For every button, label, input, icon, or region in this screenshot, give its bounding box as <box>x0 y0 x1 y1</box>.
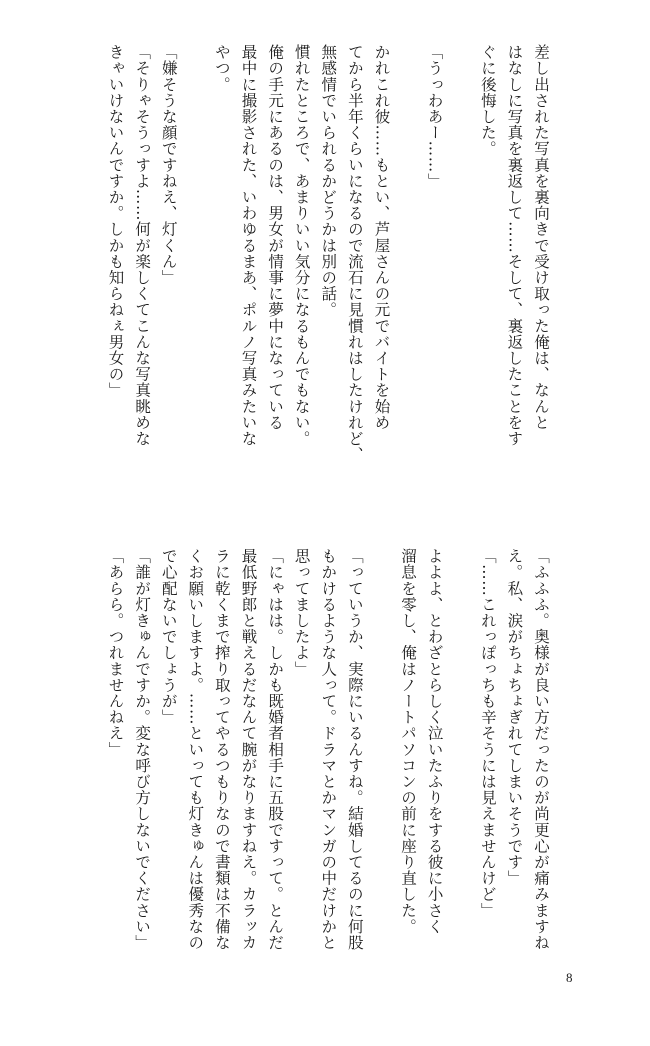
dialogue-line: 最低野郎と戦えるだなんて腕がなりますねえ。カラッカ <box>239 548 258 951</box>
dialogue-line: 「うっわあー……」 <box>425 44 444 189</box>
blank-line <box>368 548 395 968</box>
dialogue-line: ラに乾くまで搾り取ってやるつもりなので書類は不備な <box>212 548 231 951</box>
dialogue-line: 「ふふふ。奥様が良い方だったのが尚更心が痛みますね <box>532 548 550 951</box>
dialogue-line: 思ってましたよ」 <box>292 548 311 677</box>
dialogue-line: 「にゃはは。しかも既婚者相手に五股ですって。とんだ <box>266 548 285 951</box>
text-line: よよよ、とわざとらしく泣いたふりをする彼に小さく <box>425 548 444 935</box>
text-line: 俺の手元にあるのは、男女が情事に夢中になっている <box>266 44 285 431</box>
text-line: てから半年くらいになるので流石に見慣れはしたけれど、 <box>345 44 364 463</box>
dialogue-line: え。私、涙がちょちょぎれてしまいそうです」 <box>505 548 524 887</box>
blank-line <box>448 548 475 968</box>
text-line: 最中に撮影された、いわゆるまあ、ポルノ写真みたいな <box>239 44 258 447</box>
text-line: 差し出された写真を裏向きで受け取った俺は、なんと <box>532 44 550 431</box>
text-line: 溜息を零し、俺はノートパソコンの前に座り直した。 <box>399 548 418 935</box>
dialogue-line: 「嫌そうな顔ですねえ、灯くん」 <box>159 44 178 286</box>
upper-text-block <box>106 44 554 484</box>
dialogue-line: もかけるような人って。ドラマとかマンガの中だけかと <box>319 548 338 951</box>
text-line: 慣れたところで、あまりいい気分になるもんでもない。 <box>292 44 311 447</box>
page-number: 8 <box>566 970 573 985</box>
dialogue-line: きゃいけないんですか。しかも知らねぇ男女の」 <box>106 44 125 399</box>
blank-line <box>182 44 209 484</box>
dialogue-line: 「あらら。つれませんねえ」 <box>106 548 125 758</box>
text-line: 無感情でいられるかどうかは別の話。 <box>319 44 338 318</box>
text-line: かれこれ彼……もとい、芦屋さんの元でバイトを始め <box>372 44 391 431</box>
dialogue-line: で心配ないでしょうが」 <box>159 548 178 726</box>
lower-text-block <box>106 548 554 968</box>
dialogue-line: 「誰が灯きゅんですか。変な呼び方しないでください」 <box>133 548 152 951</box>
dialogue-line: くお願いしますよ。……といっても灯きゅんは優秀なの <box>186 548 205 951</box>
dialogue-line: 「そりゃそうっすよ……何が楽しくてこんな写真眺めな <box>133 44 152 447</box>
text-line: やつ。 <box>212 44 231 93</box>
blank-line <box>394 44 421 484</box>
text-line: はなしに写真を裏返して……そして、裏返したことをす <box>505 44 524 447</box>
dialogue-line: 「っていうか、実際にいるんすね。結婚してるのに何股 <box>345 548 364 951</box>
blank-line <box>448 44 475 484</box>
dialogue-line: 「……これっぽっちも辛そうには見えませんけど」 <box>478 548 497 919</box>
text-line: ぐに後悔した。 <box>478 44 497 157</box>
